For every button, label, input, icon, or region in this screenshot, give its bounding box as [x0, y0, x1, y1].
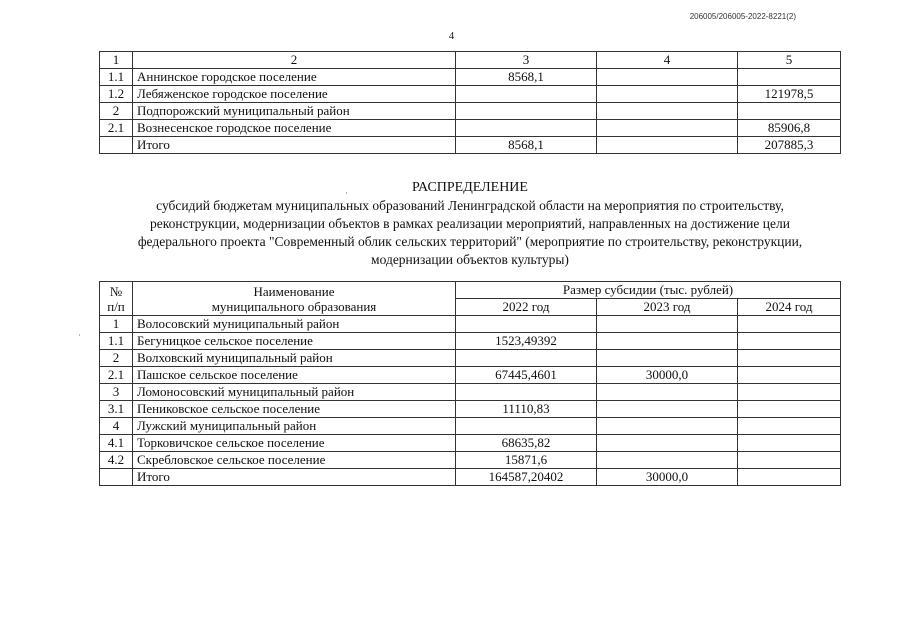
municipality-name: Пашское сельское поселение — [133, 367, 456, 384]
table-row — [100, 418, 841, 435]
value-col3 — [456, 86, 597, 103]
subsidy-2023 — [597, 350, 738, 367]
subsidy-2022 — [456, 384, 597, 401]
row-number: 2.1 — [100, 120, 133, 137]
subsidy-2023 — [597, 418, 738, 435]
subsidy-2023 — [597, 452, 738, 469]
funding-table-continued — [99, 51, 841, 154]
row-number: 3.1 — [100, 401, 133, 418]
value-col4 — [597, 120, 738, 137]
row-number: 1 — [100, 316, 133, 333]
table-row — [100, 137, 841, 154]
table-row — [100, 384, 841, 401]
subsidy-2024 — [738, 452, 841, 469]
value-col4 — [597, 86, 738, 103]
number-header-line: № — [109, 283, 123, 299]
municipality-name: Вознесенское городское поселение — [133, 120, 456, 137]
column-number: 2 — [133, 52, 456, 69]
table-row — [100, 367, 841, 384]
table-row — [100, 333, 841, 350]
subsidy-2022: 1523,49392 — [456, 333, 597, 350]
value-col4 — [597, 103, 738, 120]
number-header-line: п/п — [107, 298, 125, 314]
value-col3 — [456, 120, 597, 137]
value-col5: 121978,5 — [738, 86, 841, 103]
row-number: 1.1 — [100, 69, 133, 86]
document-id: 206005/206005-2022-8221(2) — [689, 12, 796, 21]
name-header-line: Наименование — [253, 283, 335, 299]
value-col4 — [597, 69, 738, 86]
table-row — [100, 452, 841, 469]
value-col5: 85906,8 — [738, 120, 841, 137]
page-number: 4 — [448, 30, 455, 42]
row-number: 4.1 — [100, 435, 133, 452]
row-number — [100, 137, 133, 154]
subsidy-2023 — [597, 333, 738, 350]
subsidy-2024 — [738, 401, 841, 418]
subsidy-2024 — [738, 316, 841, 333]
subsidy-2022: 11110,83 — [456, 401, 597, 418]
column-number-row — [100, 52, 841, 69]
subsidy-2023 — [597, 384, 738, 401]
municipality-name: Ломоносовский муниципальный район — [133, 384, 456, 401]
subsidy-2022: 67445,4601 — [456, 367, 597, 384]
subsidy-2024 — [738, 367, 841, 384]
value-col5 — [738, 69, 841, 86]
municipality-name: Скребловское сельское поселение — [133, 452, 456, 469]
value-col4 — [597, 137, 738, 154]
table-row — [100, 120, 841, 137]
header-row — [100, 282, 841, 299]
column-number: 1 — [100, 52, 133, 69]
value-col3 — [456, 103, 597, 120]
row-number: 2 — [100, 103, 133, 120]
scan-speck: · — [345, 188, 348, 198]
value-col3: 8568,1 — [456, 69, 597, 86]
subsidy-2024 — [738, 384, 841, 401]
table-row — [100, 69, 841, 86]
table-row — [100, 401, 841, 418]
subsidy-header: Размер субсидии (тыс. рублей) — [456, 282, 841, 299]
municipality-name: Подпорожский муниципальный район — [133, 103, 456, 120]
row-number: 3 — [100, 384, 133, 401]
heading-title: РАСПРЕДЕЛЕНИЕ — [412, 180, 528, 195]
table-row — [100, 103, 841, 120]
municipality-name: Волховский муниципальный район — [133, 350, 456, 367]
heading-line: реконструкции, модернизации объектов в рамках реализации мероприятий, направленных на достижение цели — [150, 216, 790, 231]
row-number: 2.1 — [100, 367, 133, 384]
subsidy-2022: 68635,82 — [456, 435, 597, 452]
subsidy-2022 — [456, 316, 597, 333]
subsidy-2022 — [456, 350, 597, 367]
municipality-name: Волосовский муниципальный район — [133, 316, 456, 333]
heading-line: субсидий бюджетам муниципальных образований Ленинградской области на мероприятия по строительству, — [156, 198, 784, 213]
subsidy-2024 — [738, 435, 841, 452]
scan-speck: · — [78, 330, 81, 340]
row-number: 4 — [100, 418, 133, 435]
subsidy-2023 — [597, 435, 738, 452]
column-number: 3 — [456, 52, 597, 69]
municipality-name: Бегуницкое сельское поселение — [133, 333, 456, 350]
subsidy-2023: 30000,0 — [597, 367, 738, 384]
row-number: 4.2 — [100, 452, 133, 469]
column-number: 4 — [597, 52, 738, 69]
heading-line: модернизации объектов культуры) — [371, 252, 569, 267]
value-col5 — [738, 103, 841, 120]
name-header-line: муниципального образования — [211, 298, 377, 314]
municipality-name: Итого — [133, 469, 456, 486]
municipality-name: Лебяженское городское поселение — [133, 86, 456, 103]
subsidy-2023: 30000,0 — [597, 469, 738, 486]
subsidy-2024 — [738, 469, 841, 486]
value-col5: 207885,3 — [738, 137, 841, 154]
row-number — [100, 469, 133, 486]
subsidy-2024 — [738, 418, 841, 435]
subsidy-2023 — [597, 401, 738, 418]
table-row — [100, 86, 841, 103]
table-row — [100, 316, 841, 333]
municipality-name: Торковичское сельское поселение — [133, 435, 456, 452]
column-number: 5 — [738, 52, 841, 69]
municipality-name: Итого — [133, 137, 456, 154]
subsidy-2022 — [456, 418, 597, 435]
subsidy-2022: 164587,20402 — [456, 469, 597, 486]
subsidy-2023 — [597, 316, 738, 333]
value-col3: 8568,1 — [456, 137, 597, 154]
subsidy-distribution-table — [99, 281, 841, 486]
name-header — [133, 282, 456, 316]
table-row — [100, 469, 841, 486]
row-number: 1.2 — [100, 86, 133, 103]
distribution-heading — [60, 179, 880, 269]
table-row — [100, 350, 841, 367]
municipality-name: Лужский муниципальный район — [133, 418, 456, 435]
table-row — [100, 435, 841, 452]
heading-line: федерального проекта "Современный облик сельских территорий" (мероприятие по строительству, реконструкции, — [137, 234, 803, 249]
year-header-2022: 2022 год — [456, 299, 597, 316]
subsidy-2024 — [738, 350, 841, 367]
subsidy-2022: 15871,6 — [456, 452, 597, 469]
row-number: 2 — [100, 350, 133, 367]
municipality-name: Аннинское городское поселение — [133, 69, 456, 86]
year-header-2024: 2024 год — [738, 299, 841, 316]
municipality-name: Пениковское сельское поселение — [133, 401, 456, 418]
row-number: 1.1 — [100, 333, 133, 350]
year-header-2023: 2023 год — [597, 299, 738, 316]
subsidy-2024 — [738, 333, 841, 350]
number-header — [100, 282, 133, 316]
